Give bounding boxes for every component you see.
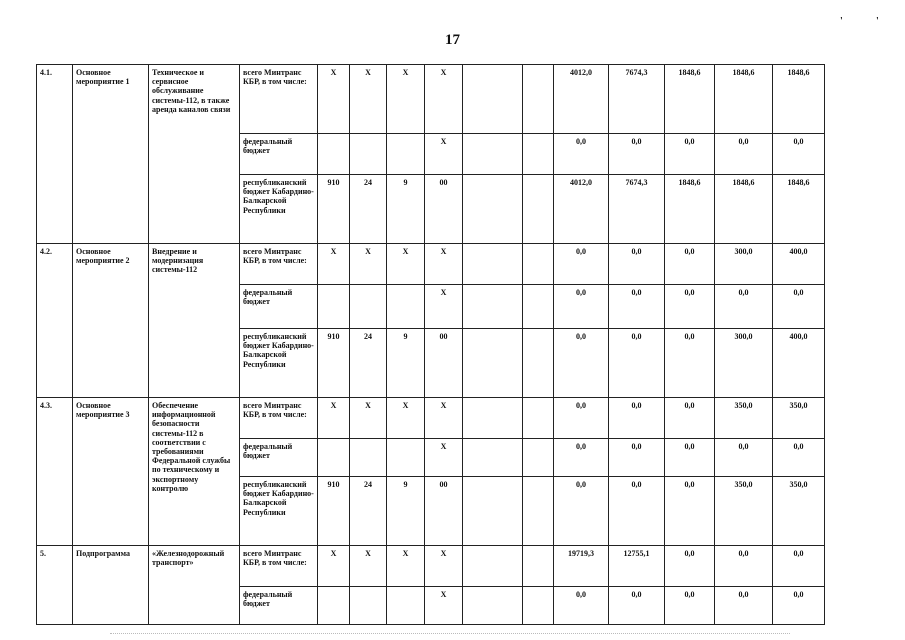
code-cell: X	[350, 65, 387, 134]
code-cell: 00	[425, 477, 463, 546]
code-cell: X	[425, 398, 463, 439]
empty-cell	[463, 546, 523, 587]
funding-source: всего Минтранс КБР, в том числе:	[240, 546, 318, 587]
code-cell: 00	[425, 329, 463, 398]
amount-cell: 4012,0	[554, 175, 609, 244]
table-row	[37, 398, 825, 439]
amount-cell: 0,0	[554, 285, 609, 329]
code-cell: X	[425, 244, 463, 285]
amount-cell: 0,0	[773, 439, 825, 477]
code-cell: X	[425, 65, 463, 134]
funding-source: всего Минтранс КБР, в том числе:	[240, 398, 318, 439]
code-cell: X	[387, 244, 425, 285]
amount-cell: 0,0	[554, 398, 609, 439]
amount-cell: 0,0	[554, 329, 609, 398]
empty-cell	[523, 175, 554, 244]
empty-cell	[463, 285, 523, 329]
amount-cell: 0,0	[665, 439, 715, 477]
code-cell	[318, 285, 350, 329]
amount-cell: 1848,6	[773, 175, 825, 244]
funding-source: федеральный бюджет	[240, 439, 318, 477]
amount-cell: 0,0	[554, 439, 609, 477]
code-cell: 910	[318, 175, 350, 244]
amount-cell: 0,0	[554, 134, 609, 175]
scan-artifact	[110, 633, 790, 636]
code-cell	[387, 439, 425, 477]
table-row	[37, 244, 825, 285]
code-cell	[318, 134, 350, 175]
budget-table	[36, 64, 825, 625]
code-cell	[318, 587, 350, 625]
item-name: Техническое и сервисное обслуживание системы-112, в также аренда каналов связи	[149, 65, 240, 244]
amount-cell: 350,0	[773, 477, 825, 546]
item-status: Основное мероприятие 3	[73, 398, 149, 546]
item-status: Основное мероприятие 1	[73, 65, 149, 244]
amount-cell: 0,0	[609, 398, 665, 439]
code-cell: X	[350, 546, 387, 587]
table-row	[37, 65, 825, 134]
code-cell: 24	[350, 477, 387, 546]
item-number: 5.	[37, 546, 73, 625]
amount-cell: 0,0	[715, 134, 773, 175]
amount-cell: 1848,6	[665, 175, 715, 244]
amount-cell: 0,0	[609, 439, 665, 477]
code-cell	[318, 439, 350, 477]
amount-cell: 0,0	[554, 477, 609, 546]
amount-cell: 0,0	[715, 439, 773, 477]
item-name: «Железнодорожный транспорт»	[149, 546, 240, 625]
empty-cell	[463, 477, 523, 546]
scan-mark: '	[876, 16, 879, 27]
item-status: Подпрограмма	[73, 546, 149, 625]
amount-cell: 0,0	[609, 244, 665, 285]
empty-cell	[523, 285, 554, 329]
amount-cell: 350,0	[715, 398, 773, 439]
page-number: 17	[445, 32, 460, 48]
code-cell: 00	[425, 175, 463, 244]
amount-cell: 0,0	[609, 329, 665, 398]
code-cell	[350, 439, 387, 477]
item-status: Основное мероприятие 2	[73, 244, 149, 398]
code-cell: 24	[350, 175, 387, 244]
code-cell: X	[387, 546, 425, 587]
empty-cell	[463, 329, 523, 398]
code-cell: X	[350, 398, 387, 439]
amount-cell: 0,0	[715, 546, 773, 587]
amount-cell: 0,0	[715, 285, 773, 329]
amount-cell: 0,0	[715, 587, 773, 625]
empty-cell	[523, 439, 554, 477]
empty-cell	[523, 587, 554, 625]
amount-cell: 1848,6	[665, 65, 715, 134]
amount-cell: 7674,3	[609, 175, 665, 244]
empty-cell	[523, 329, 554, 398]
empty-cell	[523, 398, 554, 439]
code-cell: 910	[318, 477, 350, 546]
item-name: Обеспечение информационной безопасности системы-112 в соответствии с требованиями Федеральной службы по техническому и экспортному контролю	[149, 398, 240, 546]
amount-cell: 350,0	[715, 477, 773, 546]
amount-cell: 7674,3	[609, 65, 665, 134]
amount-cell: 0,0	[665, 398, 715, 439]
amount-cell: 0,0	[665, 134, 715, 175]
table-row	[37, 546, 825, 587]
amount-cell: 0,0	[773, 546, 825, 587]
code-cell: 9	[387, 175, 425, 244]
amount-cell: 0,0	[665, 546, 715, 587]
item-number: 4.3.	[37, 398, 73, 546]
code-cell: 9	[387, 477, 425, 546]
amount-cell: 1848,6	[715, 175, 773, 244]
amount-cell: 1848,6	[715, 65, 773, 134]
empty-cell	[523, 244, 554, 285]
amount-cell: 0,0	[609, 587, 665, 625]
amount-cell: 0,0	[609, 477, 665, 546]
empty-cell	[463, 65, 523, 134]
funding-source: федеральный бюджет	[240, 134, 318, 175]
funding-source: всего Минтранс КБР, в том числе:	[240, 244, 318, 285]
code-cell: X	[387, 398, 425, 439]
amount-cell: 300,0	[715, 329, 773, 398]
amount-cell: 400,0	[773, 244, 825, 285]
code-cell: X	[425, 439, 463, 477]
amount-cell: 350,0	[773, 398, 825, 439]
code-cell: X	[425, 546, 463, 587]
amount-cell: 1848,6	[773, 65, 825, 134]
code-cell: X	[318, 244, 350, 285]
amount-cell: 400,0	[773, 329, 825, 398]
amount-cell: 0,0	[554, 587, 609, 625]
code-cell	[387, 134, 425, 175]
code-cell: X	[425, 285, 463, 329]
code-cell	[350, 285, 387, 329]
amount-cell: 300,0	[715, 244, 773, 285]
amount-cell: 19719,3	[554, 546, 609, 587]
amount-cell: 0,0	[665, 477, 715, 546]
code-cell: X	[387, 65, 425, 134]
funding-source: республиканский бюджет Кабардино-Балкарской Республики	[240, 477, 318, 546]
empty-cell	[463, 587, 523, 625]
empty-cell	[463, 244, 523, 285]
amount-cell: 0,0	[609, 285, 665, 329]
empty-cell	[523, 134, 554, 175]
amount-cell: 0,0	[665, 285, 715, 329]
empty-cell	[523, 546, 554, 587]
code-cell: X	[350, 244, 387, 285]
empty-cell	[523, 477, 554, 546]
code-cell: X	[318, 398, 350, 439]
code-cell: 24	[350, 329, 387, 398]
amount-cell: 0,0	[665, 587, 715, 625]
amount-cell: 0,0	[665, 244, 715, 285]
amount-cell: 0,0	[554, 244, 609, 285]
code-cell	[350, 587, 387, 625]
code-cell: X	[425, 134, 463, 175]
scan-mark: '	[840, 16, 843, 27]
empty-cell	[463, 398, 523, 439]
code-cell: X	[318, 65, 350, 134]
item-number: 4.2.	[37, 244, 73, 398]
code-cell	[350, 134, 387, 175]
empty-cell	[463, 175, 523, 244]
amount-cell: 4012,0	[554, 65, 609, 134]
amount-cell: 0,0	[773, 134, 825, 175]
amount-cell: 12755,1	[609, 546, 665, 587]
code-cell: X	[425, 587, 463, 625]
empty-cell	[463, 134, 523, 175]
item-name: Внедрение и модернизация системы-112	[149, 244, 240, 398]
code-cell: 910	[318, 329, 350, 398]
item-number: 4.1.	[37, 65, 73, 244]
funding-source: федеральный бюджет	[240, 285, 318, 329]
funding-source: республиканский бюджет Кабардино-Балкарской Республики	[240, 329, 318, 398]
code-cell	[387, 285, 425, 329]
amount-cell: 0,0	[773, 587, 825, 625]
amount-cell: 0,0	[665, 329, 715, 398]
code-cell: X	[318, 546, 350, 587]
funding-source: всего Минтранс КБР, в том числе:	[240, 65, 318, 134]
amount-cell: 0,0	[609, 134, 665, 175]
amount-cell: 0,0	[773, 285, 825, 329]
code-cell: 9	[387, 329, 425, 398]
code-cell	[387, 587, 425, 625]
funding-source: республиканский бюджет Кабардино-Балкарской Республики	[240, 175, 318, 244]
empty-cell	[523, 65, 554, 134]
empty-cell	[463, 439, 523, 477]
funding-source: федеральный бюджет	[240, 587, 318, 625]
